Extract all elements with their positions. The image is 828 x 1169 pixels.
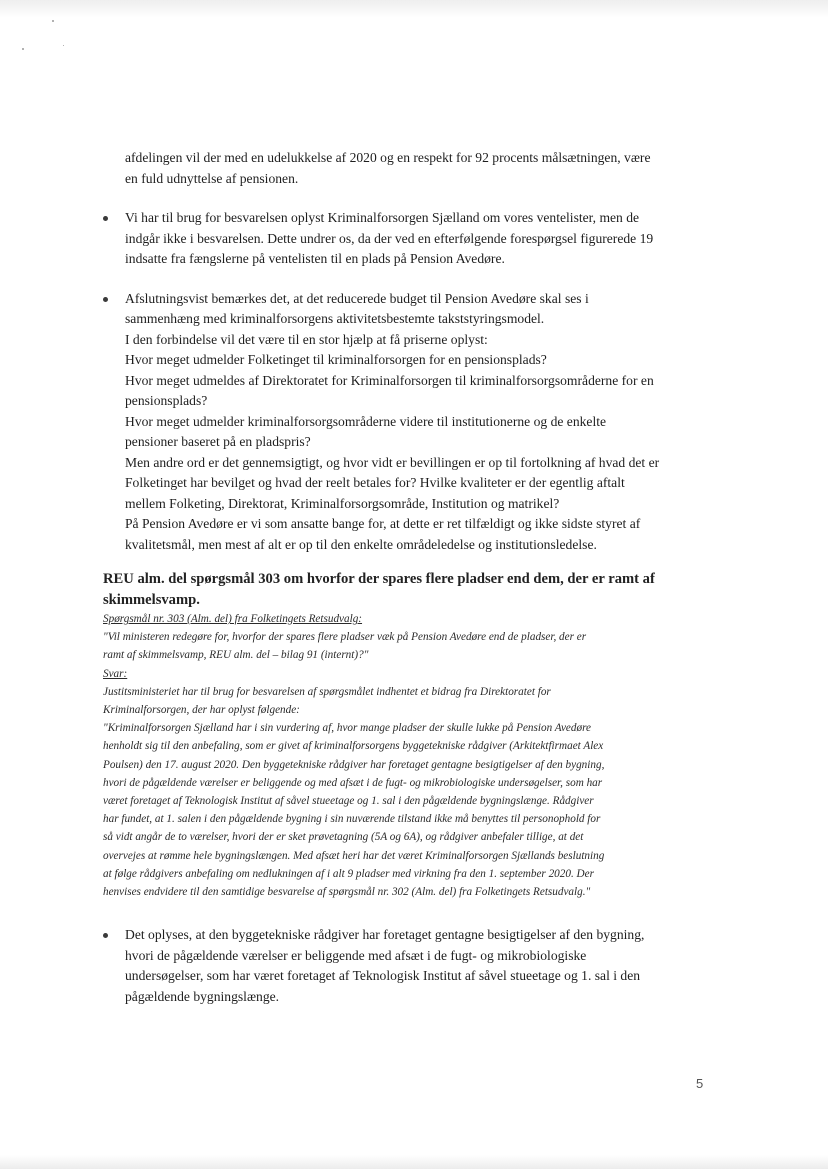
bullet-icon bbox=[103, 933, 108, 938]
answer-line: henholdt sig til den anbefaling, som er givet af kriminalforsorgens byggetekniske rådgiver (Arkitektfirmaet Alex bbox=[103, 740, 604, 753]
text-line: indsatte fra fængslerne på ventelisten til en plads på Pension Avedøre. bbox=[125, 251, 505, 266]
heading-line: REU alm. del spørgsmål 303 om hvorfor der spares flere pladser end dem, der er ramt af bbox=[103, 571, 655, 587]
text-line: pågældende bygningslænge. bbox=[125, 988, 280, 1004]
text-line: hvori de pågældende værelser er beliggende med afsæt i de fugt- og mikrobiologiske bbox=[125, 947, 587, 963]
bullet-budget bbox=[103, 289, 703, 556]
scan-speck bbox=[52, 20, 54, 22]
text-line: en fuld udnyttelse af pensionen. bbox=[125, 170, 299, 186]
answer-line: "Kriminalforsorgen Sjælland har i sin vurdering af, hvor mange pladser der skulle lukke på Pension Avedøre bbox=[103, 722, 591, 735]
page-number: 5 bbox=[696, 1076, 704, 1091]
text-line: kvalitetsmål, men mest af alt er op til den enkelte områdeledelse og institutionsledelse. bbox=[125, 536, 597, 552]
text-line: Hvor meget udmelder Folketinget til kriminalforsorgen for en pensionsplads? bbox=[125, 352, 547, 367]
bullet-icon bbox=[103, 297, 108, 302]
answer-line: overvejes at rømme hele bygningslængen. Med afsæt heri har det været Kriminalforsorgen Sjællands beslutning bbox=[103, 849, 605, 862]
bullet-icon bbox=[103, 216, 108, 221]
question-answer-block bbox=[103, 610, 703, 901]
answer-line: Poulsen) den 17. august 2020. Den byggetekniske rådgiver har foretaget gentagne besigtigelser af den bygning, bbox=[103, 758, 605, 771]
text-line: afdelingen vil der med en udelukkelse af 2020 og en respekt for 92 procents målsætningen, være bbox=[125, 150, 651, 165]
text-line: pensionsplads? bbox=[125, 393, 208, 408]
section-heading bbox=[103, 569, 703, 610]
answer-line: har fundet, at 1. salen i den pågældende bygning i sin nuværende tilstand ikke må benyttes til personophold for bbox=[103, 813, 601, 826]
scan-edge-bottom bbox=[0, 1155, 828, 1169]
text-line: I den forbindelse vil det være til en stor hjælp at få priserne oplyst: bbox=[125, 331, 488, 347]
text-line: Folketinget har bevilget og hvad der reelt betales for? Hvilke kvaliteter er der egentlig aftalt bbox=[125, 475, 625, 490]
text-line: Hvor meget udmeldes af Direktoratet for Kriminalforsorgen til kriminalforsorgsområderne for en bbox=[125, 372, 654, 388]
scan-edge-top bbox=[0, 0, 828, 18]
question-line: "Vil ministeren redegøre for, hvorfor der spares flere pladser væk på Pension Avedøre end de pladser, der er bbox=[103, 631, 587, 644]
text-line: Det oplyses, at den byggetekniske rådgiver har foretaget gentagne besigtigelser af den bygning, bbox=[125, 927, 645, 943]
text-line: sammenhæng med kriminalforsorgens aktivitetsbestemte takststyringsmodel. bbox=[125, 311, 545, 326]
answer-line: Kriminalforsorgen, der har oplyst følgende: bbox=[103, 704, 300, 717]
text-line: Vi har til brug for besvarelsen oplyst Kriminalforsorgen Sjælland om vores ventelister, men de bbox=[125, 210, 640, 225]
question-line: ramt af skimmelsvamp, REU alm. del – bilag 91 (internt)?" bbox=[103, 649, 369, 662]
text-line: pensioner baseret på en pladspris? bbox=[125, 434, 311, 449]
bullet-advisor bbox=[103, 925, 703, 1007]
heading-line: skimmelsvamp. bbox=[103, 591, 200, 608]
text-line: Afslutningsvist bemærkes det, at det reducerede budget til Pension Avedøre skal ses i bbox=[125, 290, 589, 306]
answer-label: Svar: bbox=[103, 667, 128, 680]
text-line: Men andre ord er det gennemsigtigt, og hvor vidt er bevillingen er op til fortolkning af hvad det er bbox=[125, 454, 660, 470]
scan-speck bbox=[63, 45, 64, 46]
question-label: Spørgsmål nr. 303 (Alm. del) fra Folketingets Retsudvalg: bbox=[103, 613, 363, 625]
text-line: På Pension Avedøre er vi som ansatte bange for, at dette er ret tilfældigt og ikke sidste styret af bbox=[125, 516, 641, 531]
text-line: Hvor meget udmelder kriminalforsorgsområderne videre til institutionerne og de enkelte bbox=[125, 413, 607, 429]
answer-line: været foretaget af Teknologisk Institut af såvel stueetage og 1. sal i den pågældende bygningslænge. Rådgiver bbox=[103, 795, 594, 808]
answer-line: Justitsministeriet har til brug for besvarelsen af spørgsmålet indhentet et bidrag fra Direktoratet for bbox=[103, 685, 551, 698]
answer-line: hvori de pågældende værelser er beliggende og med afsæt i de fugt- og mikrobiologiske undersøgelser, som har bbox=[103, 776, 603, 789]
answer-line: at følge rådgivers anbefaling om nedlukningen af i alt 9 pladser med virkning fra den 1. september 2020. Der bbox=[103, 867, 594, 880]
answer-line: henvises endvidere til den samtidige besvarelse af spørgsmål nr. 302 (Alm. del) fra Folketingets Retsudvalg." bbox=[103, 886, 591, 899]
text-line: undersøgelser, som har været foretaget af Teknologisk Institut af såvel stueetage og 1. sal i den bbox=[125, 968, 641, 984]
answer-line: så vidt angår de to værelser, hvori der er sket prøvetagning (5A og 6A), og rådgiver anbefaler tillige, at det bbox=[103, 831, 584, 844]
scan-speck bbox=[22, 48, 24, 50]
bullet-waitlist bbox=[103, 208, 703, 270]
page-content bbox=[103, 148, 703, 1007]
text-line: indgår ikke i besvarelsen. Dette undrer os, da der ved en efterfølgende forespørgsel figurerede 19 bbox=[125, 230, 654, 246]
intro-paragraph bbox=[103, 148, 703, 189]
text-line: mellem Folketing, Direktorat, Kriminalforsorgsområde, Institution og matrikel? bbox=[125, 495, 560, 511]
